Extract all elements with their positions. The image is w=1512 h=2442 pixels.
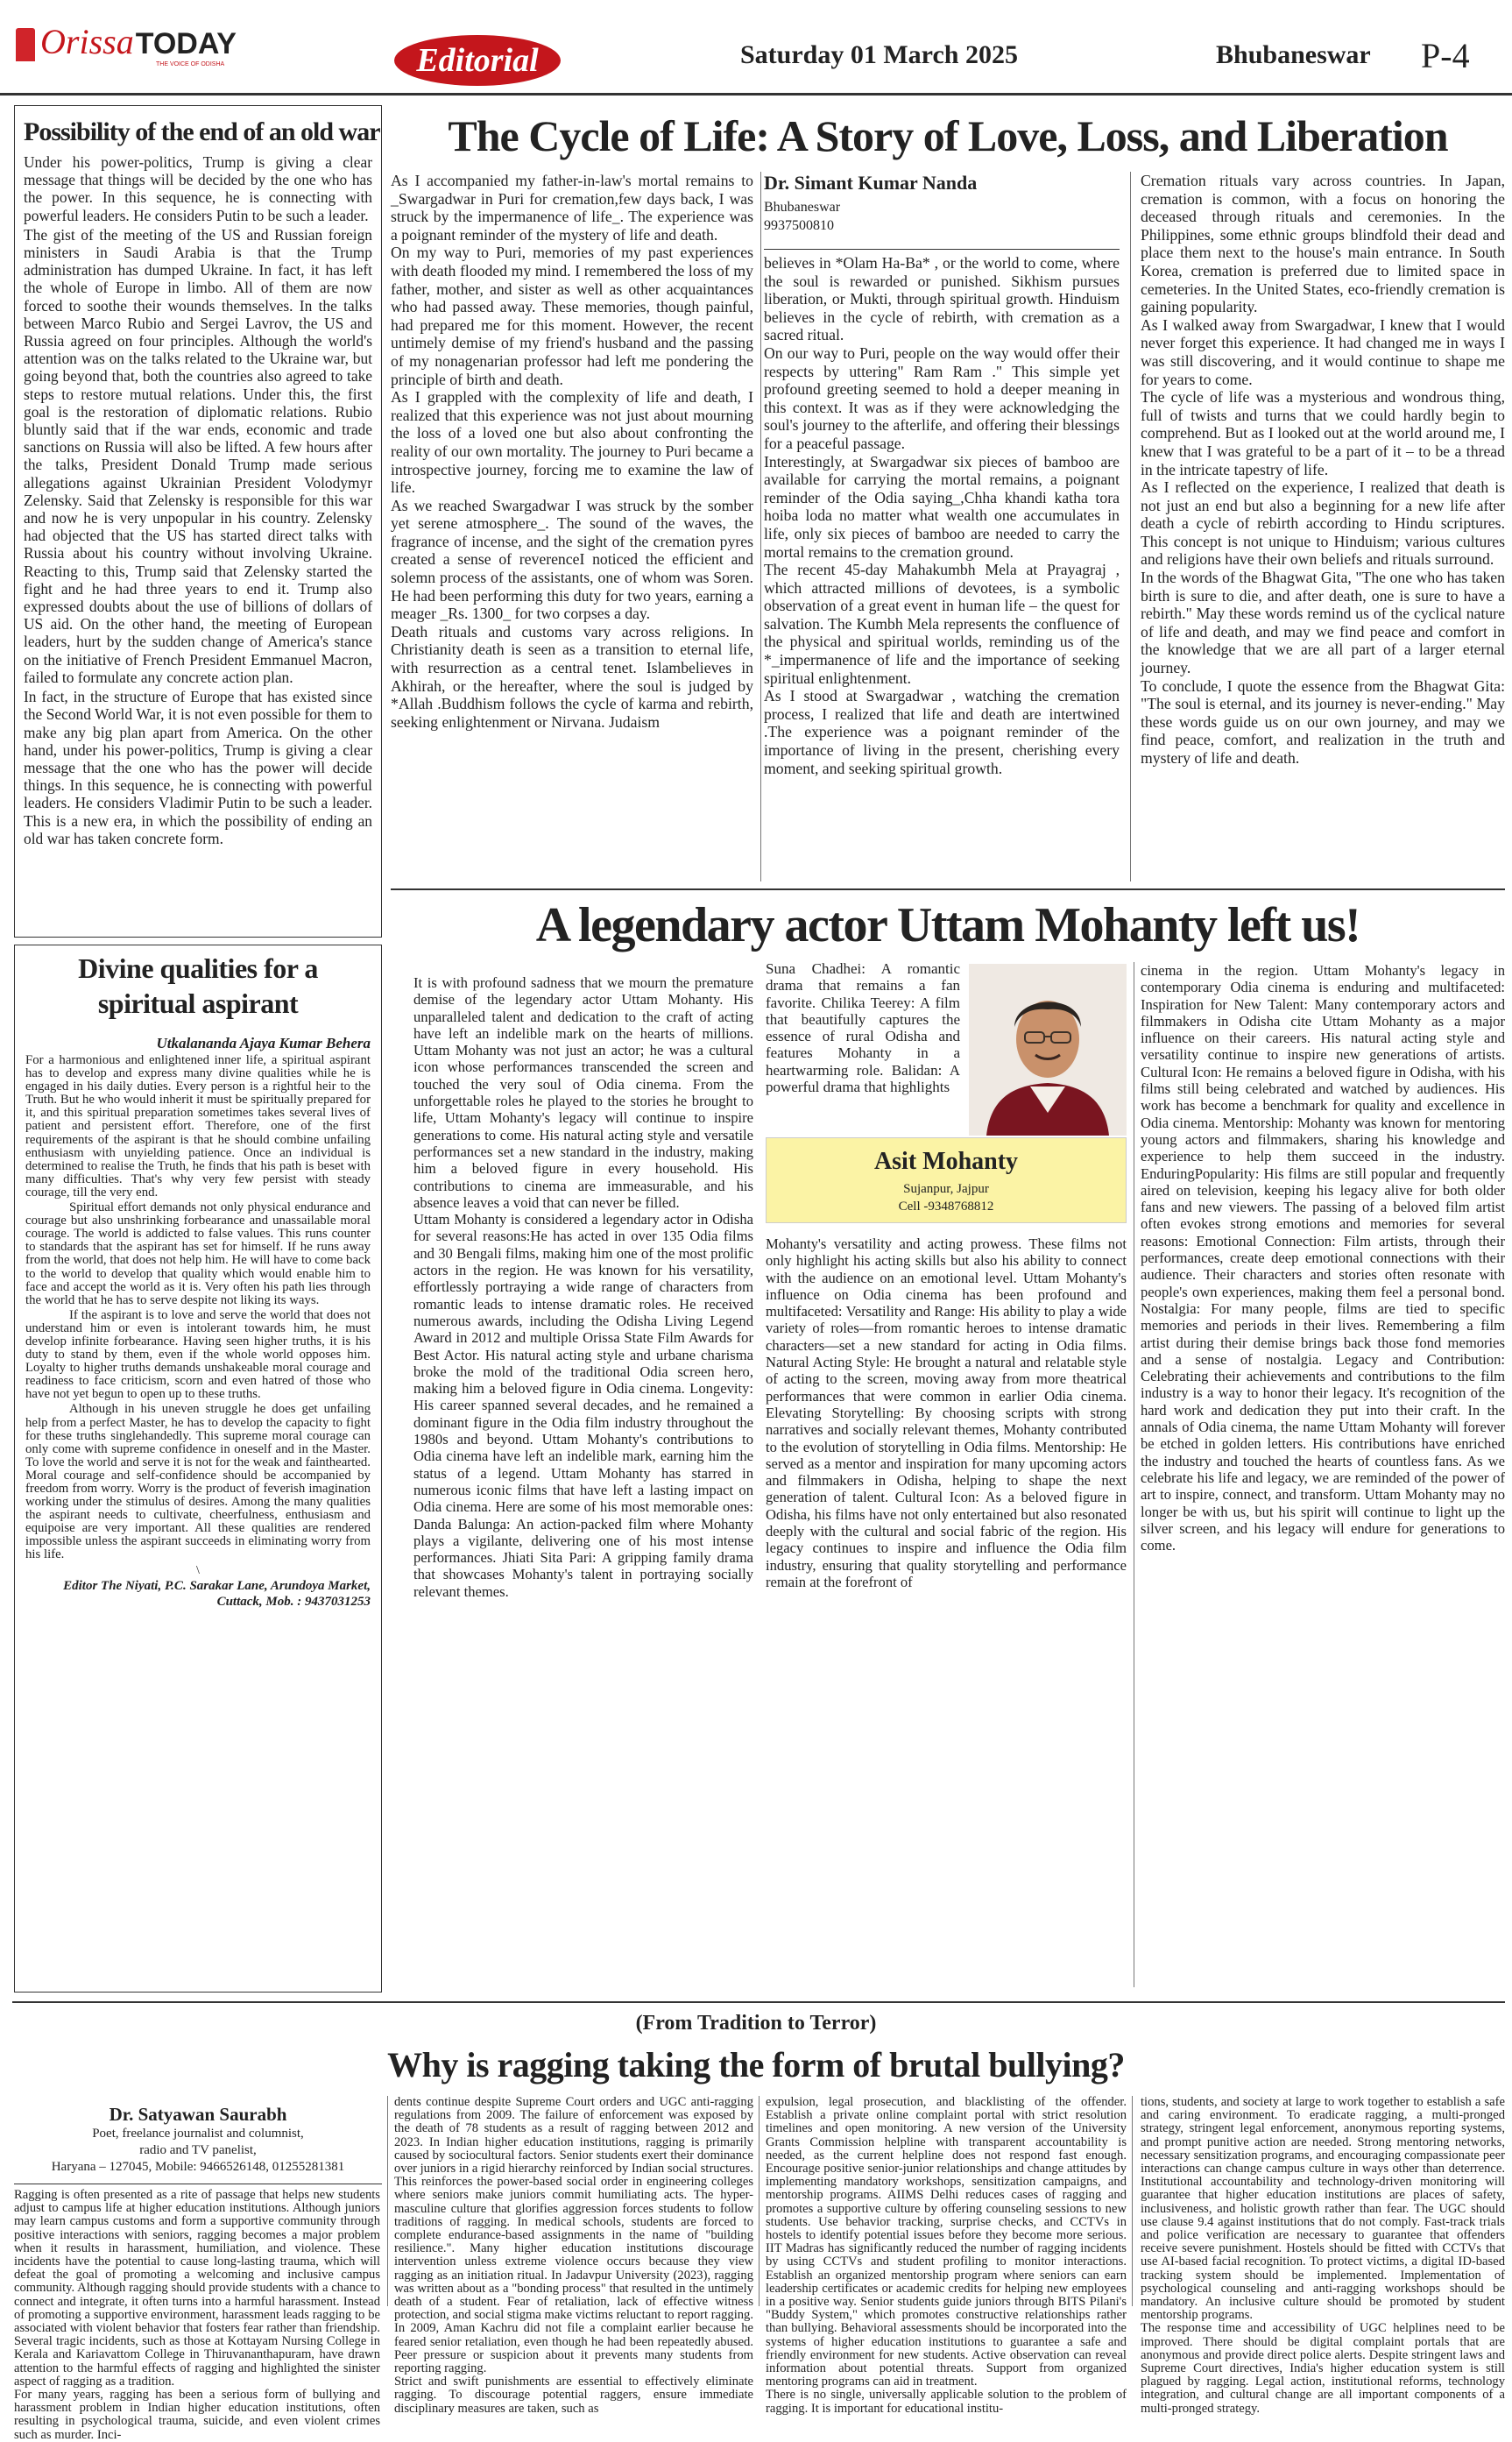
divine-paragraph: Spiritual effort demands not only physical endurance and courage but also unshrinking forbearance and unassailable moral courage. The world is addicted to false values. This runs counter to standards that the aspirant has set for himself. If he runs away from the world, that does not help him. He will have to come back to the world to develop that quality which would enable him to face and accept the world as it is. Very often his path lies through the world that he has to serve despite not liking its ways. <box>25 1200 371 1307</box>
divine-paragraph: Although in his uneven struggle he does get unfailing help from a perfect Master, he has to develop the capacity to fight for these truths singlehandedly. This supreme moral courage can only come with supreme confidence in oneself and in the Master. To love the world and serve it is not for the weak and fainthearted. Moral courage and self-confidence should be accompanied by freedom from worry. Worry is the product of feverish imagination working under the stimulus of desires. Among the many qualities the aspirant needs to cultivate, cheerfulness, enthusiasm and equipoise are very important. All these qualities are rendered impossible unless the aspirant succeeds in eliminating worry from his life. <box>25 1402 371 1562</box>
ragging-col-2: dents continue despite Supreme Court orders and UGC anti-ragging regulations from 2009. The failure of enforcement was exposed by the death of 78 students as a result of ragging between 2012 and 2023. In Indian higher education institutions, ragging is primarily caused by sociocultural factors. Senior students exert their dominance over juniors in a rigid hierarchy reinforced by Indian social structures. This reinforces the power-based social order in engineering colleges where seniors make juniors commit humiliating acts. The hyper-masculine culture that glorifies aggression forces students to follow traditions of ragging. In medical schools, students are forced to complete endurance-based assignments in the name of "building resilience.". Many higher education institutions discourage intervention unless extreme violence occurs because they view ragging as an initiation ritual. In Jadavpur University (2023), ragging was written about as a "bonding process" that resulted in the untimely death of a student. Fear of retaliation, lack of effective witness protection, and social stigma make victims reluctant to report ragging. In 2009, Aman Kachru did not file a complaint earlier because he feared senior retaliation, even though he had been repeatedly abused. Peer pressure or suspicion about it prevents many students from reporting ragging. Strict and swift punishments are essential to effectively eliminate ragging. To discourage potential raggers, ensure immediate disciplinary measures are taken, such as <box>394 2095 753 2416</box>
oldwar-title: Possibility of the end of an old war <box>24 117 380 146</box>
ragging-author-desc: Haryana – 127045, Mobile: 9466526148, 01255281381 <box>51 2160 345 2174</box>
actor-title: A legendary actor Uttam Mohanty left us! <box>535 898 1360 952</box>
cycle-divider <box>760 172 761 881</box>
cycle-divider <box>1130 172 1131 881</box>
actor-author-phone: Cell -9348768812 <box>898 1200 994 1214</box>
divine-author: Utkalananda Ajaya Kumar Behera <box>156 1035 371 1051</box>
ragging-author-desc: radio and TV panelist, <box>139 2143 257 2157</box>
section-label: Editorial <box>416 42 539 79</box>
section-badge <box>394 35 561 86</box>
divine-body <box>25 1054 371 1562</box>
cycle-col-3: Cremation rituals vary across countries. In Japan, cremation is common, with a focus on honoring the deceased through rituals and ceremonies. In the Philippines, some ethnic groups blindfold their dead and place them next to the house's main entrance. In South Korea, cremation is preferred due to limited space in cemeteries. In the United States, eco-friendly cremation is gaining popularity. As I walked away from Swargadwar, I knew that I would never forget this experience. It had changed me in ways I was still discovering, and it would continue to shape me for years to come. The cycle of life was a mysterious and wondrous thing, full of twists and turns that we could hardly begin to comprehend. But as I looked out at the world around me, I knew that I was grateful to be a part of it – to be a thread in the intricate tapestry of life. As I reflected on the experience, I realized that death is not just an end but also a beginning for a new life after death a cycle of rebirth according to Hindu scriptures. This concept is not unique to Hinduism; various cultures and religions have their own beliefs and rituals surround. In the words of the Bhagwat Gita, "The one who has taken birth is sure to die, and after death, one is sure to have a rebirth." May these words remind us of the cyclical nature of life and death, and may we find peace and comfort in the knowledge that we are all part of a larger eternal journey. To conclude, I quote the essence from the Bhagwat Gita: "The soul is eternal, and its journey is never-ending." May these words guide us on our own journey, and may we find peace, comfort, and realization in the truth and mystery of life and death. <box>1141 172 1505 767</box>
divine-footer: Editor The Niyati, P.C. Sarakar Lane, Arundoya Market, Cuttack, Mob. : 9437031253 <box>63 1578 371 1609</box>
cycle-author-name: Dr. Simant Kumar Nanda <box>764 172 978 194</box>
logo-orissa: Orissa <box>40 22 134 61</box>
ragging-author-name: Dr. Satyawan Saurabh <box>109 2104 287 2125</box>
cycle-title: The Cycle of Life: A Story of Love, Loss, and Liberation <box>448 111 1448 160</box>
section-rule <box>12 2001 1505 2003</box>
divine-slash: \ <box>196 1563 200 1577</box>
ragging-divider <box>387 2096 388 2306</box>
ragging-col-4: tions, students, and society at large to work together to establish a safe and caring environment. To eradicate ragging, a multi-pronged strategy, stringent legal enforcement, anonymous reporting systems, and prompt punitive action are needed. Strong mentoring networks, necessary sensitization programs, and encouraging compassionate peer interactions can change campus culture in ways other than deterrence. Institutional accountability and technology-driven monitoring will guarantee that higher education institutions are places of safety, inclusiveness, and holistic growth rather than fear. The UGC should use clause 9.4 against institutions that do not comply. Fast-track trials and police verification are necessary to guarantee that offenders receive severe punishment. Hostels should be fitted with CCTVs that use AI-based facial recognition. To protect victims, a digital ID-based tracking system should be implemented. Implementation of psychological counseling and anti-ragging workshops should be mandatory. An inclusive culture should be promoted by student mentorship programs. The response time and accessibility of UGC helplines need to be improved. There should be digital complaint portals that are anonymous and provide direct police alerts. Despite stringent laws and Supreme Court directives, India's higher education system is still plagued by ragging. Legal action, institutional reforms, technology integration, and cultural change are all important components of a multi-pronged strategy. <box>1141 2095 1505 2416</box>
oldwar-paragraph: Under his power-politics, Trump is giving a clear message that things will be decided by the one who has the power. In this sequence, he is connecting with powerful leaders. He considers Putin to be such a leader. <box>24 153 372 224</box>
actor-photo <box>969 964 1127 1136</box>
divine-title: Divine qualities for a spiritual aspirant <box>78 952 318 1019</box>
section-rule <box>391 888 1505 890</box>
ragging-col-1: Ragging is often presented as a rite of passage that helps new students adjust to campus life at higher education institutions. Although juniors may learn campus customs and form a supportive community through positive interactions with seniors, ragging becomes a major problem when it results in harassment, humiliation, and violence. These incidents have the potential to cause long-lasting trauma, which will defeat the goal of promoting a welcoming and inclusive campus community. Although ragging should provide students with a chance to connect and integrate, it often turns into a harmful harassment. Instead of promoting a supportive environment, harassment leads ragging to be associated with violent behavior that fosters fear rather than friendship. Several tragic incidents, such as those at Kottayam Nursing College in Kerala and Kariavattom College in Thiruvananthapuram, have drawn attention to the harmful effects of ragging and highlighted the sinister aspect of ragging as a tradition. For many years, ragging has been a serious form of bullying and harassment problem in Indian higher education institutions, often resulting in psychological trauma, suicide, and even violent crimes such as murder. Inci- <box>14 2188 380 2442</box>
ragging-divider <box>759 2096 760 2306</box>
actor-col-3: cinema in the region. Uttam Mohanty's legacy in contemporary Odia cinema is enduring and multifaceted: Inspiration for New Talent: Many contemporary actors and filmmakers in Odisha cite Uttam Mohanty as a major influence on their careers. His natural acting style and versatility continue to inspire new generations of artists. Cultural Icon: He remains a beloved figure in Odisha, with his films still being celebrated and watched by audiences. His work has become a benchmark for quality and excellence in Odia cinema. Mentorship: Mohanty was known for mentoring young actors and filmmakers, sharing his knowledge and experience to help them succeed in the industry. EnduringPopularity: His films are still popular and frequently aired on television, keeping his legacy alive for both older fans and new viewers. The passing of a beloved film artist often evokes strong emotions and memories for several reasons: Emotional Connection: Film artists, through their performances, create deep emotional connections with their audience. Their characters and stories often resonate with people's own experiences, making them feel a personal bond. Nostalgia: For many people, films are tied to specific memories and periods in their lives. Remembering a film artist during their demise brings back those fond memories and a sense of nostalgia. Legacy and Contribution: Celebrating their achievements and contributions to the film industry is a way to honor their legacy. It's recognition of the hard work and dedication they put into their craft. In the annals of Odia cinema, the name Uttam Mohanty will forever be etched in golden letters. His contributions have enriched the industry and touched the hearts of countless fans. As we celebrate his life and legacy, we are reminded of the power of art to inspire, connect, and transform. Uttam Mohanty may no longer be with us, but his spirit will continue to light up the silver screen, and his legacy will endure for generations to come. <box>1141 962 1505 1554</box>
cycle-author-phone: 9937500810 <box>764 218 834 233</box>
cycle-byline <box>764 172 1114 245</box>
cycle-col-1: As I accompanied my father-in-law's mortal remains to _Swargadwar in Puri for cremation,few days back, I was struck by the impermanence of life_. The experience was a poignant reminder of the mystery of life and death. On my way to Puri, memories of my past experiences with death flooded my mind. I remembered the loss of my father, mother, and sister as well as other acquaintances who had passed away. These memories, though painful, had prepared me for this moment. However, the recent untimely demise of my friend's husband and the passing of my nonagenarian professor had left me pondering the principle of birth and death. As I grappled with the complexity of life and death, I realized that this experience was not just about mourning the loss of a loved one but also about confronting the reality of our own mortality. The journey to Puri became a introspective journey, forcing me to examine the law of life. As we reached Swargadwar I was struck by the somber yet serene atmosphere_. The sound of the waves, the fragrance of incense, and the sight of the cremation pyres created a sense of reverenceI noticed the efficient and solemn process of the assistants, one of whom was Soren. He had been performing this duty for two years, earning a meager _Rs. 1300_ for two corpses a day. Death rituals and customs vary across religions. In Christianity death is seen as a transition to eternal life, with resurrection as a central tenet. Islambelieves in Akhirah, or the hereafter, where the soul is judged by *Allah .Buddhism follows the cycle of karma and rebirth, seeking enlightenment or Nirvana. Judaism <box>391 172 753 731</box>
actor-portrait-icon <box>969 964 1127 1136</box>
article-oldwar <box>14 105 382 938</box>
issue-city: Bhubaneswar <box>1216 40 1371 69</box>
ragging-title: Why is ragging taking the form of brutal bullying? <box>387 2045 1125 2085</box>
cycle-byline-rule <box>764 249 1120 250</box>
oldwar-paragraph: The gist of the meeting of the US and Russian foreign ministers in Saudi Arabia is that the Trump administration has dumped Ukraine. In fact, it has left the whole of Europe in limbo. All of them are now forced to soothe their wounds themselves. In the talks between Marco Rubio and Sergei Lavrov, the US and Russia agreed on four principles. Although the world's attention was on the talks related to the Ukraine war, but going beyond that, both the countries also agreed to take steps to restore mutual relations. Under this, the first goal is the restoration of diplomatic relations. Rubio bluntly said that if the war ends, economic and trade sanctions on Russia will also be lifted. A few hours after the talks, President Donald Trump made serious allegations against Ukrainian President Volodymyr Zelensky. Said that Zelensky is responsible for this war and now he is very unpopular in his country. Zelensky had objected that the US has started direct talks with Russia about his country without involving Ukraine. Reacting to this, Trump said that Zelensky started the fight and he had three years to end it. Trump also expressed doubts about the use of billions of dollars of US aid. On the other hand, the meeting of European leaders, hurt by the sudden change of America's stance on the initiative of French President Emmanuel Macron, failed to formulate any concrete action plan. <box>24 225 372 686</box>
cycle-col-2: believes in *Olam Ha-Ba* , or the world to come, where the soul is rewarded or punished. Sikhism pursues liberation, or Mukti, through spiritual growth. Hinduism believes in the cycle of rebirth, with cremation as a sacred ritual. On our way to Puri, people on the way would offer their respects by uttering" Ram Ram ." This simple yet profound greeting seemed to hold a deeper meaning in this context. It was as if they were acknowledging the soul's journey to the afterlife, and offering their blessings for a peaceful passage. Interestingly, at Swargadwar six pieces of bamboo are available for carrying the mortal remains, a poignant reminder of the Odia saying_,Chha khandi katha tora hoiba loda no matter what wealth one accumulates in life, only six pieces of bamboo are needed to carry the mortal remains to the cremation ground. The recent 45-day Mahakumbh Mela at Prayagraj , which attracted millions of devotees, is a symbolic observation of a great event in human life – the quest for salvation. The Kumbh Mela represents the confluence of the physical and spiritual worlds, reminding us of the *_impermanence of life and the importance of seeking spiritual enlightenment. As I stood at Swargadwar , watching the cremation process, I realized that life and death are intertwined .The experience was a poignant reminder of the importance of living in the present, cherishing every moment, and seeking spiritual growth. <box>764 254 1120 777</box>
article-divine <box>14 945 382 1993</box>
oldwar-body <box>24 153 372 847</box>
actor-author-name: Asit Mohanty <box>873 1148 1019 1175</box>
header-rule <box>0 93 1512 96</box>
ragging-divider <box>1132 2096 1133 2306</box>
actor-byline <box>766 1137 1127 1223</box>
ragging-byline <box>14 2096 382 2180</box>
logo-tagline: THE VOICE OF ODISHA <box>156 61 225 67</box>
actor-author-addr: Sujanpur, Jajpur <box>903 1182 989 1196</box>
page-number: P-4 <box>1421 36 1470 75</box>
cycle-author-city: Bhubaneswar <box>764 200 841 215</box>
logo-pillar-icon <box>16 28 35 61</box>
ragging-author-desc: Poet, freelance journalist and columnist, <box>92 2127 304 2141</box>
actor-col-2: Mohanty's versatility and acting prowess. These films not only highlight his acting skills but also his ability to connect with the audience on an emotional level. Uttam Mohanty's influence on Odia cinema has been profound and multifaceted: Versatility and Range: His ability to play a wide variety of roles—from romantic heroes to intense dramatic characters—set a new standard for acting in Odia films. Natural Acting Style: He brought a natural and relatable style of acting to the screen, moving away from more theatrical performances that were common in earlier Odia cinema. Elevating Storytelling: By choosing scripts with strong narratives and socially relevant themes, Mohanty contributed to the evolution of storytelling in Odia films. Mentorship: He served as a mentor and inspiration for many upcoming actors and filmmakers in Odisha, helping to shape the next generation of talent. Cultural Icon: As a beloved figure in Odisha, his films have not only entertained but also resonated deeply with the cultural and social fabric of the region. His legacy continues to inspire and influence the Odia film industry, ensuring that quality storytelling and performance remain at the forefront of <box>766 1235 1127 1590</box>
ragging-kicker: (From Tradition to Terror) <box>635 2012 877 2035</box>
actor-col-2-top: Suna Chadhei: A romantic drama that remains a fan favorite. Chilika Teerey: A film that beautifully captures the essence of rural Odisha and features Mohanty in a heartwarming role. Balidan: A powerful drama that highlights <box>766 960 960 1096</box>
logo-today: TODAY <box>135 27 237 60</box>
divine-paragraph: For a harmonious and enlightened inner life, a spiritual aspirant has to develop and express many divine qualities while he is engaged in his daily duties. Every person is a rightful heir to the Truth. But he who would inherit it must be spiritually prepared for it, and this spiritual preparation sometimes takes several lives of patient and persistent effort. Therefore, one of the first requirements of the aspirant is that he should combine unfailing enthusiasm with unyielding patience. Once an individual is determined to realise the Truth, he finds that his path is beset with many difficulties. That's why very few persist with steady courage, till the very end. <box>25 1053 371 1200</box>
divine-paragraph: If the aspirant is to love and serve the world that does not understand him or even is intolerant towards him, he must develop infinite forbearance. Having seen higher truths, it is his duty to stand by them, even if the whole world opposes him. Loyalty to higher truths demands unshakeable moral courage and readiness to face criticism, scorn and even hatred of those who have not yet begun to open up to these truths. <box>25 1307 371 1402</box>
issue-date: Saturday 01 March 2025 <box>740 40 1018 69</box>
masthead-logo <box>16 19 235 82</box>
oldwar-paragraph: In fact, in the structure of Europe that has existed since the Second World War, it is not even possible for them to make any big plan apart from America. On the other hand, under his power-politics, Trump is giving a clear message that the one who has the power will decide things. In this sequence, he is connecting with powerful leaders. He considers Vladimir Putin to be such a leader. This is a new era, in which the possibility of ending an old war has taken concrete form. <box>24 688 372 847</box>
actor-col-1: It is with profound sadness that we mourn the premature demise of the legendary actor Uttam Mohanty. His unparalleled talent and dedication to the craft of acting have left an indelible mark on the hearts of millions. Uttam Mohanty was not just an actor; he was a cultural icon whose performances transcended the screen and touched the very soul of Odia cinema. From the unforgettable roles he played to the stories he brought to life, Uttam Mohanty's legacy will continue to inspire generations to come. His natural acting style and versatile performances set a new standard in the industry, making him a beloved figure in every household. His contributions to cinema are immeasurable, and his absence leaves a void that can never be filled. Uttam Mohanty is considered a legendary actor in Odisha for several reasons:He has acted in over 135 Odia films and 30 Bengali films, making him one of the most prolific actors in the region. He was known for his versatility, effortlessly portraying a wide range of characters from romantic leads to intense dramatic roles. He received numerous awards, including the Odisha Living Legend Award in 2012 and multiple Orissa State Film Awards for Best Actor. His natural acting style and urbane charisma broke the mold of the traditional Odia screen hero, making him a beloved figure in Odia cinema. Longevity: His career spanned several decades, and he remained a dominant figure in the Odia film industry throughout the 1980s and beyond. Uttam Mohanty's contributions to Odia cinema have left an indelible mark, earning him the status of a legend. Uttam Mohanty has starred in numerous iconic films that have left a lasting impact on Odia cinema. Here are some of his most memorable ones: Danda Balunga: An action-packed film where Mohanty plays a vigilante, delivering one of his most intense performances. Jhiati Sita Pari: A gripping family drama that showcases Mohanty's talent in portraying socially relevant themes. <box>413 974 753 1600</box>
ragging-col-3: expulsion, legal prosecution, and blacklisting of the offender. Establish a private online complaint portal with strict resolution timelines and open monitoring. A new version of the University Grants Commission helpline with transparent accountability is needed, as the current helpline does not respond fast enough. Encourage positive senior-junior relationships and change attitudes by implementing mandatory workshops, sensitization campaigns, and mentorship programs. AIIMS Delhi reduces cases of ragging and promotes a supportive culture by offering counseling sessions to new students. Use behavior tracking, surprise checks, and CCTVs in hostels to identify potential issues before they become more serious. IIT Madras has significantly reduced the number of ragging incidents by using CCTVs and student profiling to monitor interactions. Establish an organized mentorship program where seniors can earn leadership certificates or academic credits for helping new employees in a positive way. Senior students guide juniors through BITS Pilani's "Buddy System," which promotes constructive relationships rather than bullying. Behavioral assessments should be incorporated into the systems of higher education institutions to guarantee a safe and friendly environment for new students. Active observation can reveal information about potential threats. Support from organized mentoring programs can aid in treatment. There is no single, universally applicable solution to the problem of ragging. It is important for educational institu- <box>766 2095 1127 2416</box>
